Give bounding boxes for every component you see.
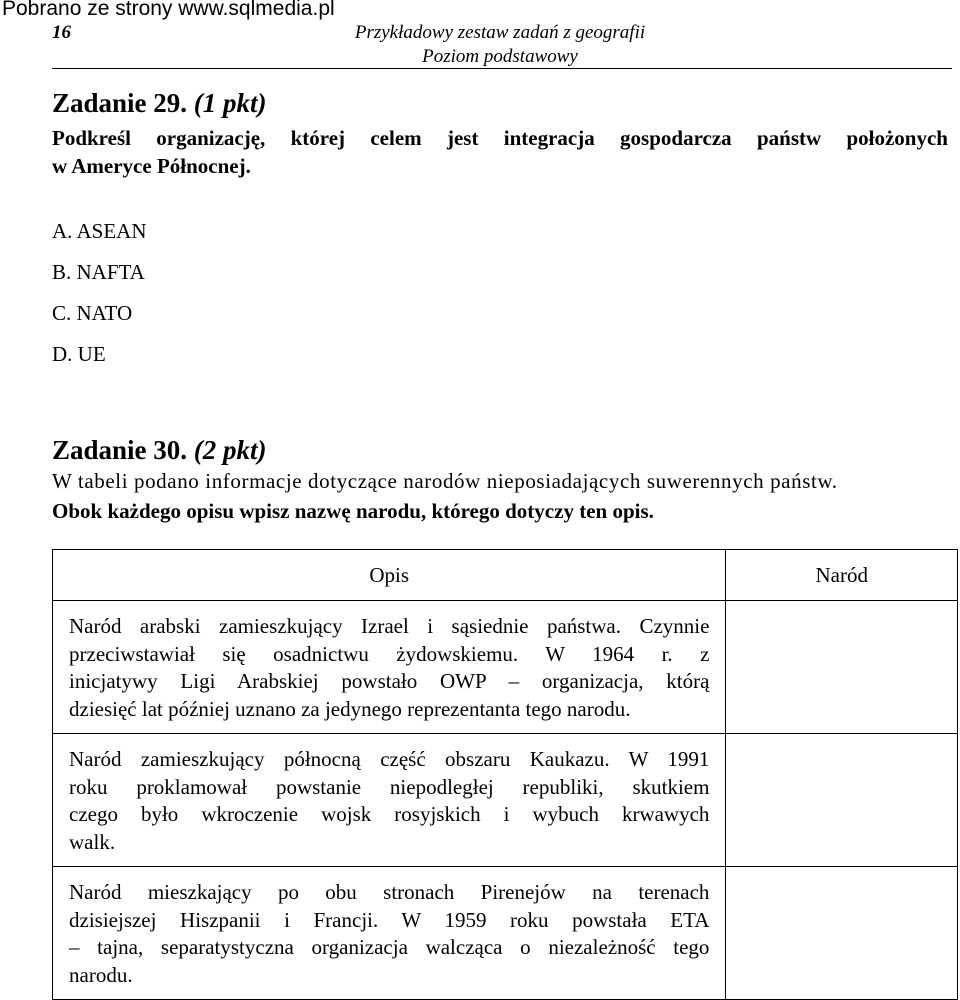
description-line: dzisiejszej Hiszpanii i Francji. W 1959 roku powstała ETA [69, 907, 710, 932]
description-cell [53, 734, 726, 867]
instruction-line: Podkreśl organizację, której celem jest integracja gospodarcza państw położonych [52, 126, 948, 150]
description-line: inicjatywy Ligi Arabskiej powstało OWP – organizacja, którą [69, 669, 710, 693]
option-b[interactable]: B. NAFTA [52, 260, 145, 284]
description-cell [53, 867, 726, 1000]
nations-table [52, 549, 958, 1000]
description-line: roku proklamował powstanie niepodległej republiki, skutkiem [69, 774, 710, 799]
column-header-description: Opis [53, 550, 726, 601]
task-29-title [52, 88, 267, 119]
instruction-line: Obok każdego opisu wpisz nazwę narodu, którego dotyczy ten opis. [52, 499, 654, 523]
column-header-nation: Naród [726, 550, 958, 601]
header-subtitle: Poziom podstawowy [422, 46, 578, 67]
watermark-text: Pobrano ze strony www.sqlmedia.pl [2, 0, 335, 20]
description-line: dziesięć lat później uznano za jedynego reprezentanta tego narodu. [69, 696, 631, 721]
description-line: narodu. [69, 962, 133, 987]
description-line: – tajna, separatystyczna organizacja walcząca o niezależność tego [69, 935, 710, 959]
option-c[interactable]: C. NATO [52, 301, 133, 325]
page-number: 16 [52, 22, 71, 43]
answer-cell[interactable] [726, 601, 958, 734]
task-29-points: (1 pkt) [193, 88, 267, 118]
table-row [53, 601, 958, 734]
running-header [0, 21, 960, 69]
header-divider [52, 68, 952, 69]
description-line: walk. [69, 829, 116, 854]
task-30-label: Zadanie 30. [52, 435, 188, 465]
option-d[interactable]: D. UE [52, 342, 106, 366]
task-30-title [52, 435, 267, 466]
description-line: Naród zamieszkujący północną część obszaru Kaukazu. W 1991 [69, 747, 710, 771]
task-29-label: Zadanie 29. [52, 88, 188, 118]
description-cell [53, 601, 726, 734]
instruction-line: w Ameryce Północnej. [52, 154, 251, 178]
option-a[interactable]: A. ASEAN [52, 219, 147, 243]
description-line: Naród mieszkający po obu stronach Pirenejów na terenach [69, 880, 710, 904]
answer-cell[interactable] [726, 734, 958, 867]
task-30-points: (2 pkt) [193, 435, 267, 465]
table-row [53, 867, 958, 1000]
description-line: czego było wkroczenie wojsk rosyjskich i wybuch krwawych [69, 802, 710, 826]
header-title: Przykładowy zestaw zadań z geografii [354, 22, 646, 43]
task-29-instruction [52, 124, 948, 180]
task-30-instruction [52, 497, 654, 525]
task-30-intro: W tabeli podano informacje dotyczące narodów nieposiadających suwerennych państw. [52, 469, 838, 493]
answer-cell[interactable] [726, 867, 958, 1000]
description-line: przeciwstawiał się osadnictwu żydowskiemu. W 1964 r. z [69, 641, 710, 666]
description-line: Naród arabski zamieszkujący Izrael i sąsiednie państwa. Czynnie [69, 614, 710, 638]
table-row [53, 734, 958, 867]
